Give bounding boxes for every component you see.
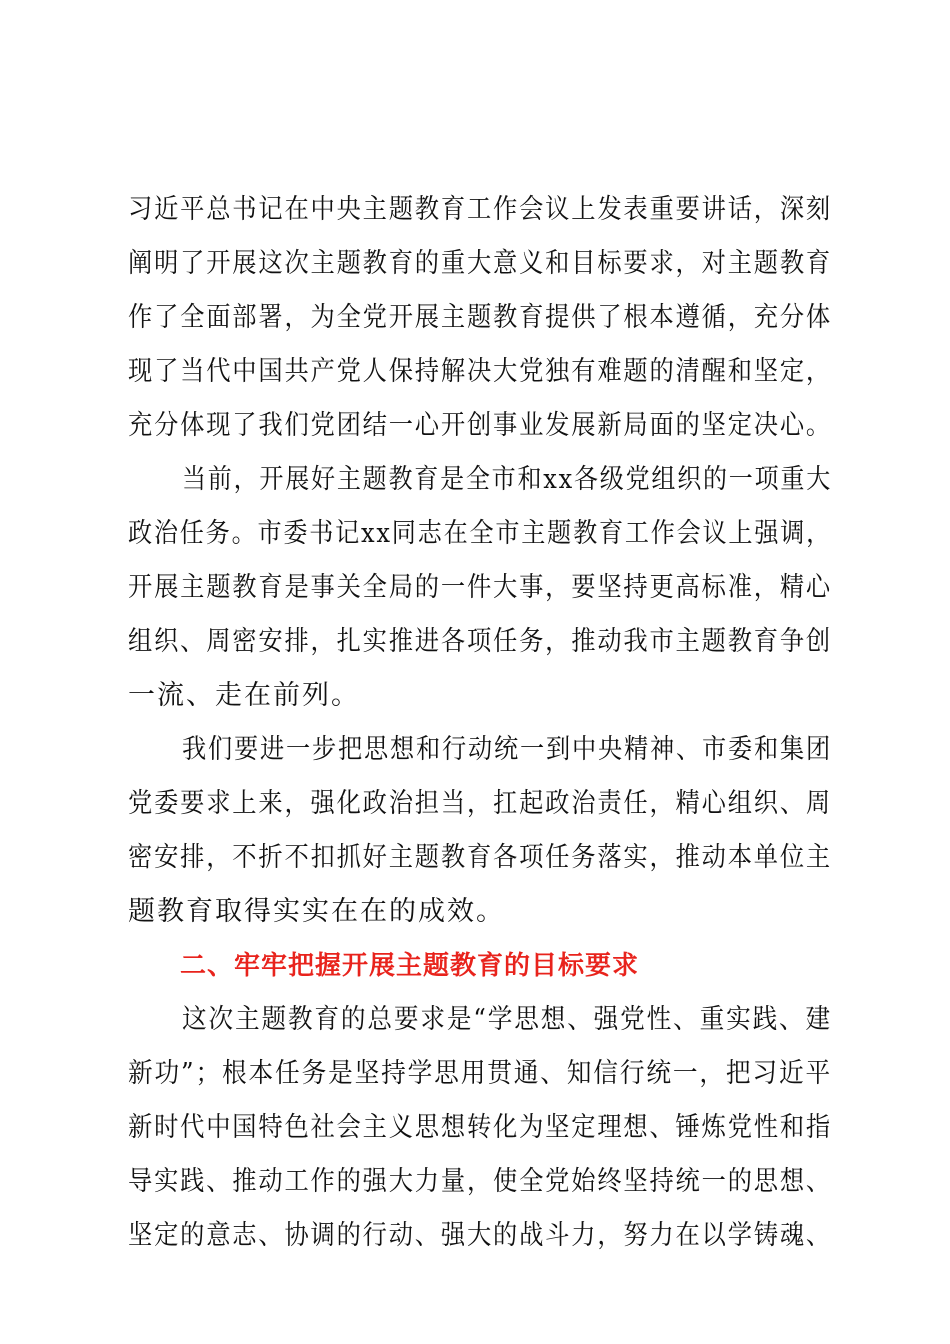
text-line: 这次主题教育的总要求是“学思想、强党性、重实践、建 bbox=[182, 1004, 833, 1035]
text-line: 坚定的意志、协调的行动、强大的战斗力，努力在以学铸魂、 bbox=[128, 1220, 832, 1251]
paragraph-current-task bbox=[128, 453, 832, 723]
document-body bbox=[128, 183, 832, 1263]
text-line: 组织、周密安排，扎实推进各项任务，推动我市主题教育争创 bbox=[128, 626, 832, 657]
text-line: 政治任务。市委书记xx同志在全市主题教育工作会议上强调， bbox=[128, 518, 833, 549]
section-heading: 二、牢牢把握开展主题教育的目标要求 bbox=[180, 951, 640, 981]
text-line: 党委要求上来，强化政治担当，扛起政治责任，精心组织、周 bbox=[128, 788, 832, 819]
text-line: 现了当代中国共产党人保持解决大党独有难题的清醒和坚定， bbox=[128, 356, 832, 387]
text-line: 密安排，不折不扣抓好主题教育各项任务落实，推动本单位主 bbox=[128, 842, 832, 873]
paragraph-unify-thinking bbox=[128, 723, 832, 939]
paragraph-general-requirements bbox=[128, 993, 832, 1263]
text-line: 题教育取得实实在在的成效。 bbox=[128, 896, 505, 927]
text-line: 阐明了开展这次主题教育的重大意义和目标要求，对主题教育 bbox=[128, 248, 832, 279]
paragraph-speech-summary bbox=[128, 183, 832, 453]
text-line: 新功”；根本任务是坚持学思用贯通、知信行统一，把习近平 bbox=[128, 1058, 832, 1089]
text-line: 导实践、推动工作的强大力量，使全党始终坚持统一的思想、 bbox=[128, 1166, 832, 1197]
text-line: 充分体现了我们党团结一心开创事业发展新局面的坚定决心。 bbox=[128, 410, 832, 441]
text-line: 习近平总书记在中央主题教育工作会议上发表重要讲话，深刻 bbox=[128, 194, 832, 225]
text-line: 一流、走在前列。 bbox=[128, 680, 360, 711]
text-line: 作了全面部署，为全党开展主题教育提供了根本遵循，充分体 bbox=[128, 302, 832, 333]
text-line: 当前，开展好主题教育是全市和xx各级党组织的一项重大 bbox=[182, 464, 833, 495]
text-line: 开展主题教育是事关全局的一件大事，要坚持更高标准，精心 bbox=[128, 572, 832, 603]
text-line: 新时代中国特色社会主义思想转化为坚定理想、锤炼党性和指 bbox=[128, 1112, 832, 1143]
text-line: 我们要进一步把思想和行动统一到中央精神、市委和集团 bbox=[182, 734, 833, 765]
